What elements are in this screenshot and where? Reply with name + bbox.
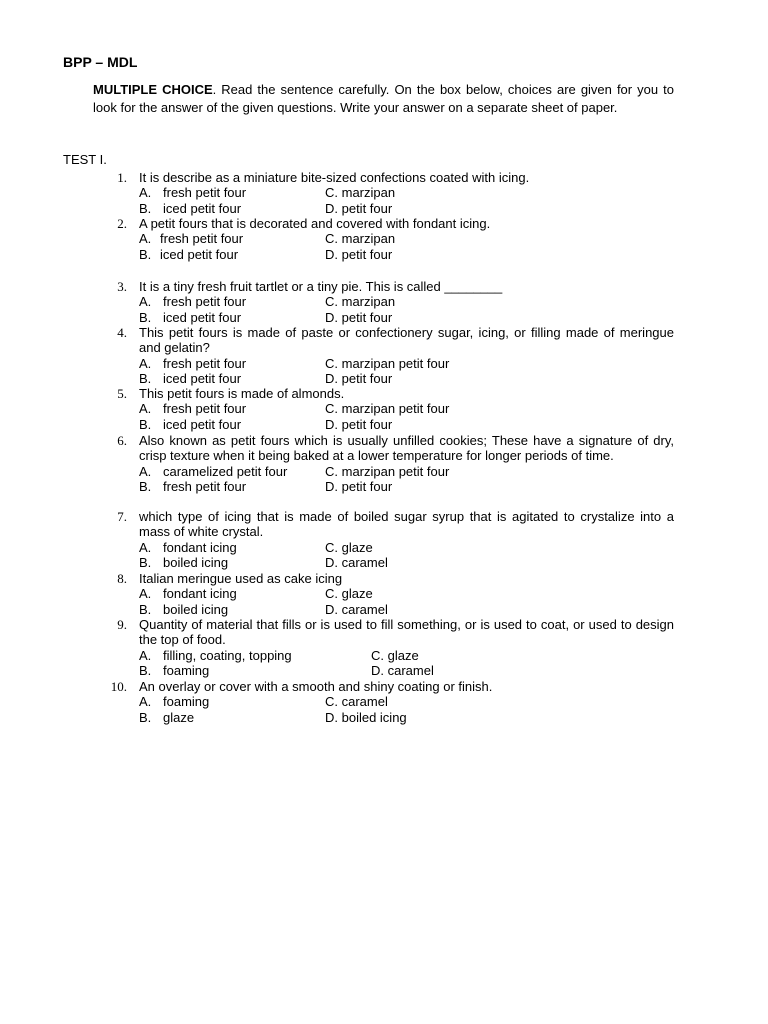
choice-c: C. caramel <box>325 694 388 710</box>
choice-d: D. caramel <box>325 601 388 617</box>
choice-b-letter: B. <box>139 309 152 325</box>
choice-b-text: fresh petit four <box>163 479 247 495</box>
choice-b <box>139 710 194 725</box>
choice-a-letter: A. <box>139 694 152 710</box>
choice-row-ac <box>139 464 674 479</box>
choice-d: D. boiled icing <box>325 709 407 725</box>
question-number: 3. <box>117 279 127 294</box>
choice-d: D. caramel <box>371 663 434 679</box>
choice-a-text: fresh petit four <box>163 401 247 417</box>
question-text: Also known as petit fours which is usually unfilled cookies; These have a signature of dry, crisp texture when it being baked at a lower temperature for longer periods of time. <box>139 433 674 464</box>
choice-d: D. petit four <box>325 200 393 216</box>
choice-b-text: boiled icing <box>163 555 229 571</box>
question-text: An overlay or cover with a smooth and shiny coating or finish. <box>139 679 493 694</box>
choice-b <box>139 555 228 570</box>
question-text: This petit fours is made of almonds. <box>139 386 345 401</box>
question-text: which type of icing that is made of boiled sugar syrup that is agitated to crystalize into a mass of white crystal. <box>139 509 674 540</box>
choice-b-text: boiled icing <box>163 601 229 617</box>
choice-row-ac <box>139 648 674 663</box>
choice-row-ac <box>139 231 674 246</box>
choice-row-bd <box>139 371 674 386</box>
choice-row-bd <box>139 201 674 216</box>
choice-a-text: fresh petit four <box>163 355 247 371</box>
test-label: TEST I. <box>63 152 107 167</box>
choice-row-bd <box>139 663 674 678</box>
choice-c: C. marzipan petit four <box>325 463 450 479</box>
question-text: Quantity of material that fills or is used to fill something, or is used to coat, or used to design the top of food. <box>139 617 674 648</box>
choice-d: D. caramel <box>325 555 388 571</box>
instructions-lead: MULTIPLE CHOICE <box>93 82 213 97</box>
choice-b-letter: B. <box>139 479 152 495</box>
document-title: BPP – MDL <box>63 54 138 70</box>
choice-b-text: iced petit four <box>163 371 242 387</box>
choice-a <box>139 540 237 555</box>
choice-d: D. petit four <box>325 309 393 325</box>
choice-row-bd <box>139 602 674 617</box>
question-text: A petit fours that is decorated and covered with fondant icing. <box>139 216 491 231</box>
question-number: 9. <box>117 617 127 632</box>
question-text: It is a tiny fresh fruit tartlet or a tiny pie. This is called ________ <box>139 279 503 294</box>
choice-b-letter: B. <box>139 200 152 216</box>
choice-row-ac <box>139 185 674 200</box>
choice-a <box>139 231 243 246</box>
choice-a <box>139 294 246 309</box>
question-number: 6. <box>117 433 127 448</box>
choice-a-text: fondant icing <box>163 539 237 555</box>
choice-b <box>139 417 241 432</box>
choice-b-text: iced petit four <box>160 246 239 262</box>
choice-a <box>139 401 246 416</box>
choice-row-ac <box>139 401 674 416</box>
question-number: 8. <box>117 571 127 586</box>
choice-c: C. marzipan <box>325 185 396 201</box>
choice-b-text: glaze <box>163 709 195 725</box>
choice-a-text: fresh petit four <box>163 294 247 310</box>
choice-a <box>139 464 287 479</box>
choice-a-letter: A. <box>139 539 152 555</box>
choice-d: D. petit four <box>325 479 393 495</box>
choice-a <box>139 185 246 200</box>
question-number: 10. <box>110 679 127 694</box>
choice-a <box>139 648 292 663</box>
choice-a-letter: A. <box>139 185 152 201</box>
instructions-paragraph <box>93 81 674 117</box>
question-number: 5. <box>117 386 127 401</box>
choice-a-text: fondant icing <box>163 586 237 602</box>
choice-c: C. glaze <box>371 647 419 663</box>
choice-b-text: iced petit four <box>163 416 242 432</box>
choice-row-bd <box>139 247 674 262</box>
choice-a-letter: A. <box>139 463 152 479</box>
choice-b-text: iced petit four <box>163 309 242 325</box>
choice-c: C. glaze <box>325 539 373 555</box>
choice-b <box>139 371 241 386</box>
choice-b <box>139 479 246 494</box>
question-number: 4. <box>117 325 127 340</box>
instructions-text: . Read the sentence carefully. On the box below, choices are given for you to look for the answer of the given questions. Write your answer on a separate sheet of paper. <box>93 82 675 115</box>
choice-a-letter: A. <box>139 355 152 371</box>
choice-b-text: foaming <box>163 663 210 679</box>
choice-b-letter: B. <box>139 663 152 679</box>
choice-c: C. marzipan <box>325 231 396 247</box>
question-number: 7. <box>117 509 127 524</box>
question-text: This petit fours is made of paste or confectionery sugar, icing, or filling made of meringue and gelatin? <box>139 325 674 356</box>
choice-d: D. petit four <box>325 246 393 262</box>
choice-row-bd <box>139 417 674 432</box>
choice-b-text: iced petit four <box>163 200 242 216</box>
choice-row-bd <box>139 710 674 725</box>
choice-a-letter: A. <box>139 647 152 663</box>
choice-a-letter: A. <box>139 294 152 310</box>
choice-row-bd <box>139 479 674 494</box>
choice-a-text: foaming <box>163 694 210 710</box>
choice-c: C. marzipan petit four <box>325 401 450 417</box>
choice-row-ac <box>139 586 674 601</box>
choice-b-letter: B. <box>139 709 152 725</box>
choice-b-letter: B. <box>139 371 152 387</box>
question-number: 1. <box>117 170 127 185</box>
choice-row-ac <box>139 694 674 709</box>
choice-b-letter: B. <box>139 555 152 571</box>
choice-a-text: fresh petit four <box>160 231 244 247</box>
choice-a <box>139 694 209 709</box>
choice-a <box>139 586 237 601</box>
choice-row-ac <box>139 540 674 555</box>
choice-row-ac <box>139 294 674 309</box>
choice-b <box>139 663 209 678</box>
choice-a-text: caramelized petit four <box>163 463 288 479</box>
choice-a-letter: A. <box>139 586 152 602</box>
choice-row-ac <box>139 356 674 371</box>
choice-d: D. petit four <box>325 416 393 432</box>
choice-b <box>139 602 228 617</box>
choice-a-text: filling, coating, topping <box>163 647 292 663</box>
choice-b <box>139 310 241 325</box>
choice-c: C. glaze <box>325 586 373 602</box>
question-number: 2. <box>117 216 127 231</box>
choice-c: C. marzipan petit four <box>325 355 450 371</box>
choice-b-letter: B. <box>139 246 152 262</box>
choice-b-letter: B. <box>139 601 152 617</box>
question-text: It is describe as a miniature bite-sized confections coated with icing. <box>139 170 530 185</box>
question-text: Italian meringue used as cake icing <box>139 571 343 586</box>
choice-b-letter: B. <box>139 416 152 432</box>
choice-b <box>139 247 238 262</box>
choice-row-bd <box>139 555 674 570</box>
choice-a <box>139 356 246 371</box>
choice-c: C. marzipan <box>325 294 396 310</box>
choice-a-text: fresh petit four <box>163 185 247 201</box>
choice-a-letter: A. <box>139 231 152 247</box>
choice-row-bd <box>139 310 674 325</box>
choice-a-letter: A. <box>139 401 152 417</box>
choice-b <box>139 201 241 216</box>
choice-d: D. petit four <box>325 371 393 387</box>
